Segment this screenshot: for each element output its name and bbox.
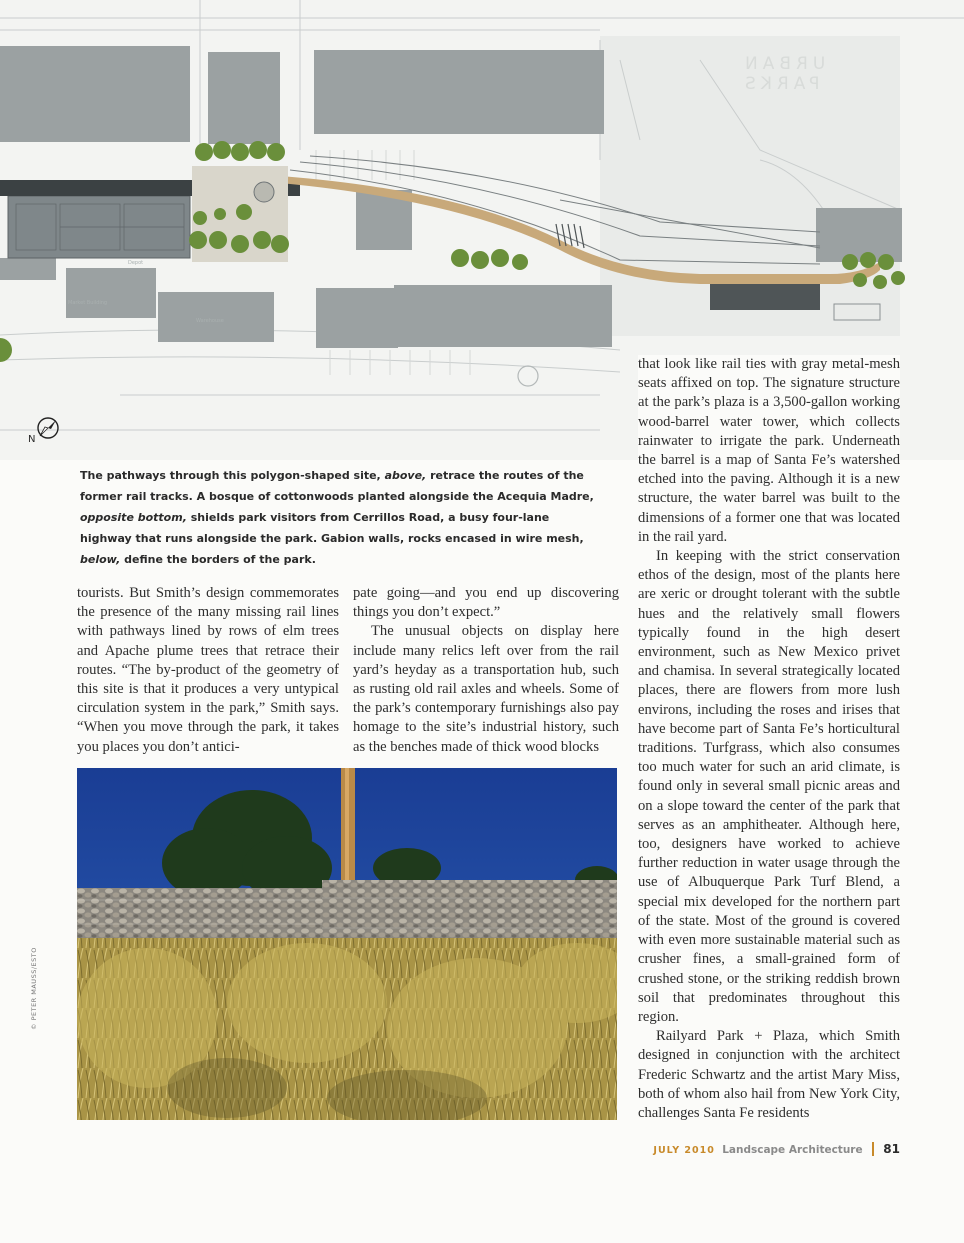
paragraph: In keeping with the strict conservation ethos of the design, most of the plants here are xeric or drought tolerant with the subtle hues and the relatively small flowers typically found in the high desert environment, such as New Mexico privet and chamisa. In several strategically located places, there are flowers from more lush environs, including the roses and irises that have become part of Santa Fe’s horticultural traditions. Turfgrass, which also consumes too much water for such an arid climate, is found only in several small picnic areas and on a slope toward the center of the park that serves as an amphitheater. Although here, too, designers have worked to achieve further reduction in water usage through the use of Albuquerque Park Turf Blend, a special mix developed for the northern part of the state. Most of the ground is covered with even more sustainable material such as crusher fines, a small-grained form of crushed stone, or the striking reddish brown soil that predominates throughout this region. [638, 548, 900, 1025]
page-number: 81 [883, 1142, 900, 1156]
caption-em: below, [80, 553, 121, 566]
figure-caption [80, 465, 600, 570]
caption-text: retrace the routes of the former rail tracks. A bosque of cottonwoods planted alongside the Acequia Madre, [80, 469, 594, 503]
caption-text: define the borders of the park. [120, 553, 316, 566]
article-column-3 [638, 355, 900, 1123]
building-label: Market Building [68, 300, 108, 306]
article-column-1 [77, 584, 339, 757]
photo-image [77, 768, 617, 1120]
paragraph: Railyard Park + Plaza, which Smith designed in conjunction with the architect Frederic Schwartz and the artist Mary Miss, both of whom also hail from New York City, challenges Santa Fe residents [638, 1028, 900, 1121]
caption-em: opposite bottom, [80, 511, 187, 524]
north-arrow [30, 414, 62, 446]
caption-em: above, [384, 469, 427, 482]
north-label: N [28, 434, 36, 445]
magazine-name: Landscape Architecture [722, 1144, 863, 1156]
page-footer [640, 1142, 900, 1156]
issue-date: JULY 2010 [653, 1145, 715, 1156]
paragraph: tourists. But Smith’s design commemorates the presence of the many missing rail lines with pathways lined by rows of elm trees and Apache plume trees that retrace their routes. “The by-product of the geometry of this site is that it produces a very untypical circulation system in the park,” Smith says. “When you move through the park, it takes you places you don’t antici- [77, 585, 339, 755]
footer-divider [872, 1142, 874, 1156]
article-column-2 [353, 584, 619, 757]
caption-text: The pathways through this polygon-shaped site, [80, 469, 385, 482]
photo-credit: © PETER MAUSS/ESTO [30, 947, 38, 1030]
paragraph: that look like rail ties with gray metal-mesh seats affixed on top. The signature structure at the park’s plaza is a 3,500-gallon working wood-barrel water tower, which collects rainwater to irrigate the park. Underneath the barrel is a map of Santa Fe’s watershed etched into the paving. Although it is a new structure, the water barrel was built to the dimensions of a former one that was located in the rail yard. [638, 356, 900, 545]
building-label: Warehouse [196, 318, 224, 324]
paragraph: pate going—and you end up discovering things you don’t expect.” [353, 585, 619, 621]
building-label: Depot [128, 260, 144, 266]
caption-text: shields park visitors from Cerrillos Road, a busy four-lane highway that runs alongside the park. Gabion walls, rocks encased in wire mesh, [80, 511, 584, 545]
paragraph: The unusual objects on display here include many relics left over from the rail yard’s heyday as a transportation hub, such as rusting old rail axles and wheels. Some of the park’s contemporary furnishings also pay homage to the site’s industrial history, such as the benches made of thick wood blocks [353, 623, 619, 755]
gabion-wall-photo [77, 768, 617, 1120]
section-tag: URBAN PARKS [740, 54, 826, 94]
